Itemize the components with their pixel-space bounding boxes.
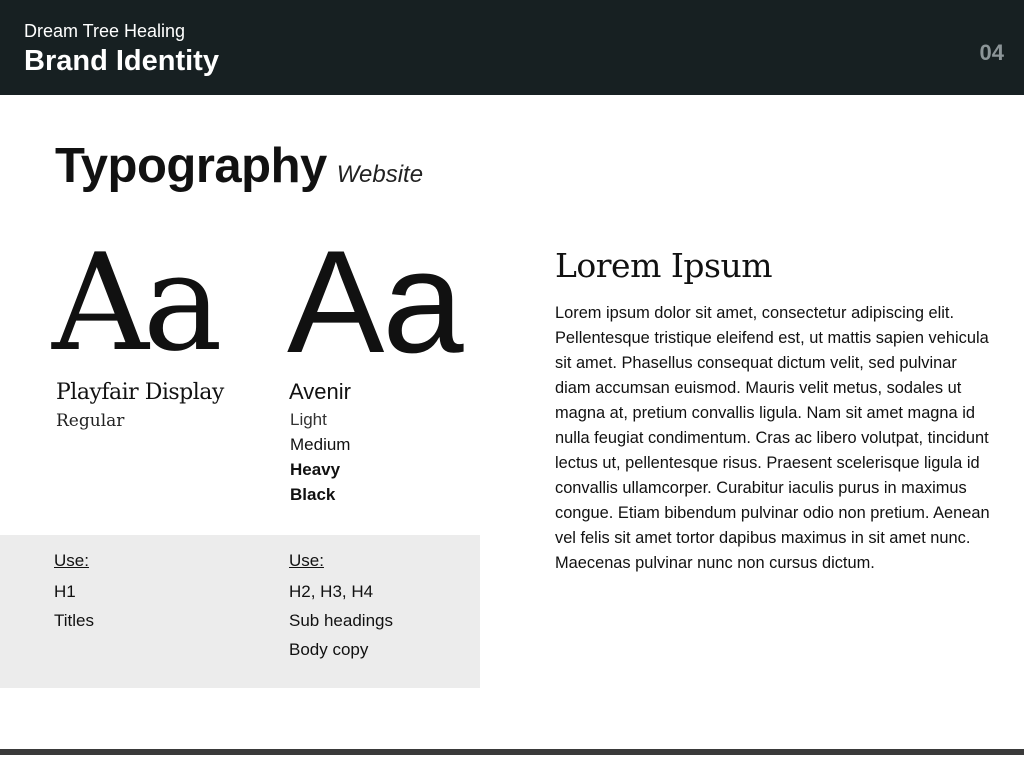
- page-title-sub: Website: [336, 161, 424, 188]
- use-item: Body copy: [289, 640, 369, 659]
- sans-weight-list: [290, 409, 350, 509]
- page-title-main: Typography: [55, 139, 327, 193]
- section-title: Brand Identity: [24, 45, 219, 77]
- page-title: [55, 138, 423, 194]
- sans-specimen: Aa: [287, 220, 462, 383]
- sample-heading: Lorem Ipsum: [555, 246, 773, 285]
- use-item: Titles: [54, 611, 94, 630]
- weight-medium: Medium: [290, 435, 351, 454]
- serif-font-weight: Regular: [56, 411, 125, 431]
- brand-name: Dream Tree Healing: [24, 21, 186, 41]
- serif-use-list: [54, 581, 94, 639]
- use-panel: [0, 535, 480, 688]
- sans-font-name: Avenir: [289, 379, 351, 404]
- weight-black: Black: [290, 485, 336, 504]
- weight-light: Light: [290, 410, 327, 429]
- sans-use-label: Use:: [289, 551, 324, 570]
- page-number: 04: [979, 40, 1004, 65]
- serif-font-name: Playfair Display: [56, 380, 224, 405]
- use-item: H2, H3, H4: [289, 582, 374, 601]
- header-bar: [0, 0, 1024, 95]
- use-item: Sub headings: [289, 611, 393, 630]
- sample-body-text: Lorem ipsum dolor sit amet, consectetur adipiscing elit. Pellentesque tristique eleifend est, ut mattis sapien vehicula sit amet. Phasellus consequat dictum velit, sed pulvinar diam accumsan euismod. Mauris velit metus, sodales ut magna at, pretium convallis ligula. Nam sit amet magna id nulla feugiat condimentum. Cras ac libero volutpat, tincidunt lectus ut, pellentesque risus. Praesent scelerisque ligula id convallis ullamcorper. Curabitur iaculis purus in maximus congue. Etiam bibendum pulvinar odio non pretium. Aenean vel felis sit amet tortor dapibus maximus in sit amet nunc. Maecenas pulvinar nunc non cursus dictum.: [555, 304, 990, 572]
- serif-use-label: Use:: [54, 551, 89, 570]
- serif-specimen: Aa: [52, 225, 217, 381]
- sans-use-list: [289, 581, 393, 668]
- bottom-rule: [0, 749, 1024, 755]
- weight-heavy: Heavy: [290, 460, 341, 479]
- use-item: H1: [54, 582, 76, 601]
